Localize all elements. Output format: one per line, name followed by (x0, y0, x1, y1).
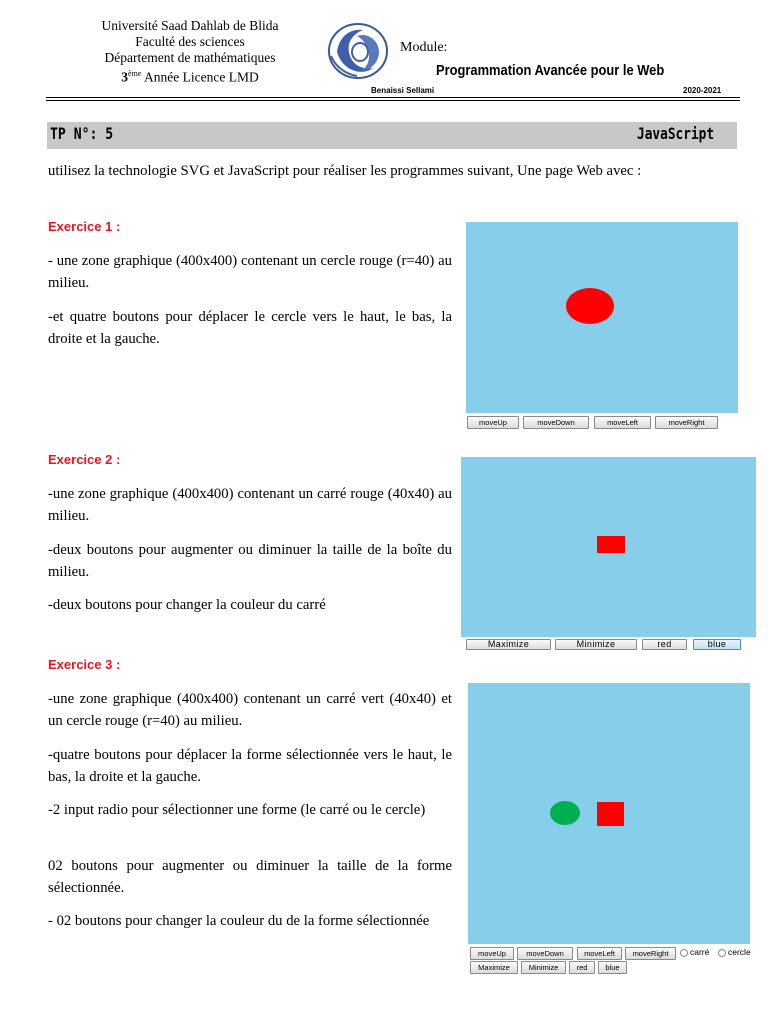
exercise-1-title: Exercice 1 : (48, 219, 121, 234)
move-up-button[interactable]: moveUp (470, 947, 514, 960)
tp-banner (47, 122, 737, 149)
exercise-3-title: Exercice 3 : (48, 657, 121, 672)
tp-subject: JavaScript (637, 124, 715, 143)
exercise-2-paragraph: -une zone graphique (400x400) contenant un carré rouge (40x40) au milieu. (48, 486, 452, 524)
exercise-3-paragraph: - 02 boutons pour changer la couleur du de la forme sélectionnée (48, 913, 430, 929)
maximize-button[interactable]: Maximize (470, 961, 518, 974)
module-label: Module: (400, 40, 448, 55)
maximize-button[interactable]: Maximize (466, 639, 551, 650)
level-line (40, 66, 340, 86)
exercise-3-paragraph: -une zone graphique (400x400) contenant un carré vert (40x40) et un cercle rouge (r=40) au milieu. (48, 691, 452, 729)
level-rest: Année Licence LMD (141, 69, 259, 85)
level-number: 3 (121, 69, 129, 85)
exercise-1-paragraph: -et quatre boutons pour déplacer le cercle vers le haut, le bas, la droite et la gauche. (48, 309, 452, 347)
institution-block (40, 18, 340, 86)
radio-cercle[interactable] (718, 947, 751, 958)
tp-number: TP N°: 5 (50, 124, 114, 143)
radio-carre[interactable] (680, 947, 709, 958)
exercise-1-buttons (467, 416, 727, 430)
header-divider (46, 97, 740, 98)
blue-button[interactable]: blue (598, 961, 627, 974)
move-right-button[interactable]: moveRight (655, 416, 718, 429)
exercise-3-paragraph: -2 input radio pour sélectionner une forme (le carré ou le cercle) (48, 802, 426, 818)
move-left-button[interactable]: moveLeft (594, 416, 651, 429)
radio-circle-icon[interactable] (680, 949, 688, 957)
minimize-button[interactable]: Minimize (555, 639, 637, 650)
red-button[interactable]: red (642, 639, 687, 650)
exercise-3-svg-zone (468, 683, 750, 944)
exercise-1-paragraph: - une zone graphique (400x400) contenant un cercle rouge (r=40) au milieu. (48, 253, 452, 291)
green-circle (550, 801, 580, 825)
exercise-3-buttons-row2 (470, 961, 670, 975)
move-right-button[interactable]: moveRight (625, 947, 676, 960)
red-button[interactable]: red (569, 961, 595, 974)
faculty-line: Faculté des sciences (135, 34, 245, 49)
red-circle (566, 288, 614, 324)
exercise-1-svg-zone (466, 222, 738, 413)
exercise-3-paragraph: -quatre boutons pour déplacer la forme sélectionnée vers le haut, le bas, la droite et la gauche. (48, 747, 452, 785)
intro-text: utilisez la technologie SVG et JavaScript pour réaliser les programmes suivant, Une page Web avec : (48, 163, 642, 179)
university-logo-icon (327, 22, 389, 80)
header-divider (46, 100, 740, 101)
red-square (597, 536, 625, 553)
level-sup: ème (128, 69, 142, 78)
blue-button[interactable]: blue (693, 639, 741, 650)
exercise-2-paragraph: -deux boutons pour changer la couleur du carré (48, 597, 326, 613)
radio-label: carré (690, 947, 710, 957)
exercise-3-buttons-row1 (470, 947, 760, 961)
department-line: Département de mathématiques (104, 50, 276, 65)
move-left-button[interactable]: moveLeft (577, 947, 622, 960)
move-down-button[interactable]: moveDown (523, 416, 589, 429)
institution-line: Université Saad Dahlab de Blida (101, 18, 279, 33)
exercise-2-title: Exercice 2 : (48, 452, 121, 467)
academic-year: 2020-2021 (683, 86, 722, 95)
exercise-2-buttons (466, 639, 746, 652)
minimize-button[interactable]: Minimize (521, 961, 566, 974)
author: Benaissi Sellami (371, 86, 435, 95)
move-down-button[interactable]: moveDown (517, 947, 573, 960)
course-title: Programmation Avancée pour le Web (436, 62, 665, 79)
exercise-2-svg-zone (461, 457, 756, 637)
radio-label: cercle (728, 947, 751, 957)
radio-circle-icon[interactable] (718, 949, 726, 957)
exercise-3-paragraph: 02 boutons pour augmenter ou diminuer la taille de la forme sélectionnée. (48, 858, 452, 896)
move-up-button[interactable]: moveUp (467, 416, 519, 429)
red-square (597, 802, 624, 826)
exercise-2-paragraph: -deux boutons pour augmenter ou diminuer la taille de la boîte du milieu. (48, 542, 452, 580)
